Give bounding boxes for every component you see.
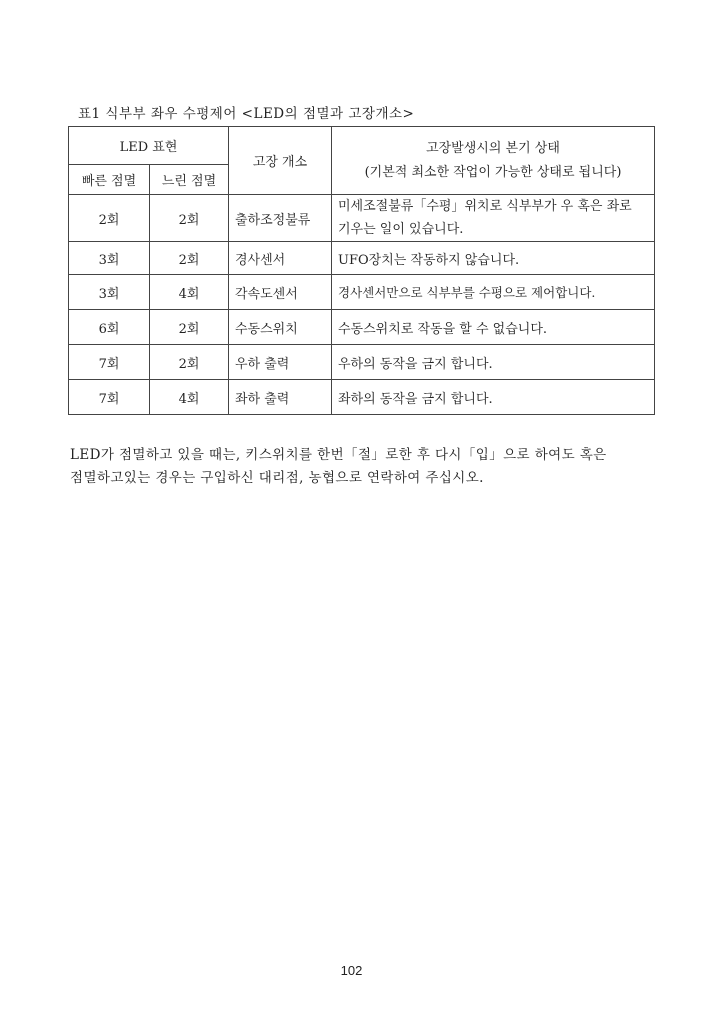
cell-slow: 2회	[150, 310, 229, 345]
table-row	[69, 195, 655, 242]
header-fault: 고장 개소	[229, 127, 332, 195]
cell-fast: 6회	[69, 310, 150, 345]
cell-fast: 7회	[69, 345, 150, 380]
cell-fault: 좌하 출력	[229, 380, 332, 415]
page-number: 102	[340, 963, 363, 978]
cell-fault: 우하 출력	[229, 345, 332, 380]
cell-fast: 7회	[69, 380, 150, 415]
led-fault-table	[68, 126, 655, 415]
header-slow: 느린 점멸	[150, 165, 229, 195]
note-paragraph	[70, 444, 665, 490]
table-caption: 표1 식부부 좌우 수평제어 <LED의 점멸과 고장개소>	[78, 106, 415, 122]
table-row	[69, 242, 655, 275]
header-status-line2: (기본적 최소한 작업이 가능한 상태로 됩니다)	[364, 164, 622, 180]
cell-slow: 2회	[150, 242, 229, 275]
cell-fault: 각속도센서	[229, 275, 332, 310]
cell-desc: 우하의 동작을 금지 합니다.	[332, 345, 655, 380]
header-status	[332, 127, 655, 195]
cell-fault: 출하조정불류	[229, 195, 332, 242]
cell-slow: 2회	[150, 195, 229, 242]
cell-slow: 4회	[150, 380, 229, 415]
table-row	[69, 310, 655, 345]
cell-desc: 수동스위치로 작동을 할 수 없습니다.	[332, 310, 655, 345]
table-row	[69, 380, 655, 415]
header-led: LED 표현	[69, 127, 229, 165]
cell-desc: 경사센서만으로 식부부를 수평으로 제어합니다.	[332, 275, 655, 310]
cell-fast: 2회	[69, 195, 150, 242]
cell-desc: 좌하의 동작을 금지 합니다.	[332, 380, 655, 415]
cell-fast: 3회	[69, 275, 150, 310]
note-line: LED가 점멸하고 있을 때는, 키스위치를 한번「절」로한 후 다시「입」으로 하여도 혹은	[70, 447, 607, 463]
table-row	[69, 275, 655, 310]
header-fast: 빠른 점멸	[69, 165, 150, 195]
header-status-line1: 고장발생시의 본기 상태	[426, 140, 560, 156]
cell-fault: 수동스위치	[229, 310, 332, 345]
cell-desc: UFO장치는 작동하지 않습니다.	[332, 242, 655, 275]
cell-slow: 4회	[150, 275, 229, 310]
cell-slow: 2회	[150, 345, 229, 380]
table-row	[69, 345, 655, 380]
cell-fast: 3회	[69, 242, 150, 275]
cell-fault: 경사센서	[229, 242, 332, 275]
note-line: 점멸하고있는 경우는 구입하신 대리점, 농협으로 연락하여 주십시오.	[70, 470, 484, 486]
cell-desc: 미세조절불류「수평」위치로 식부부가 우 혹은 좌로 기우는 일이 있습니다.	[332, 195, 655, 242]
